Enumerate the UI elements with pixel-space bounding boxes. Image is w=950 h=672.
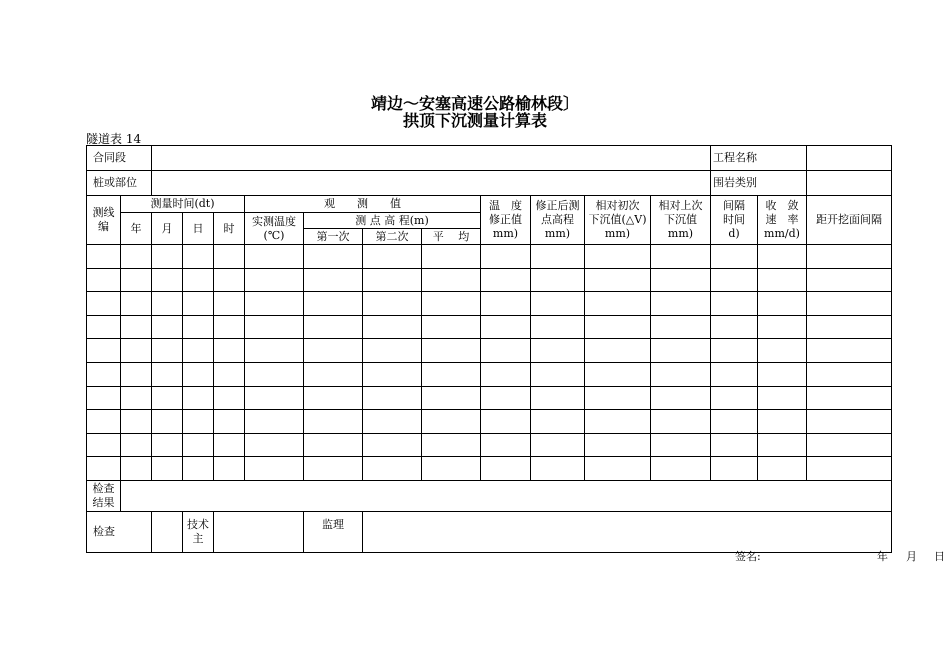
table-row xyxy=(87,245,892,269)
data-cell xyxy=(807,245,892,269)
rate-header-line: mm/d) xyxy=(764,227,800,240)
data-cell xyxy=(363,339,422,363)
interval-header-line: 时间 xyxy=(723,213,745,226)
data-cell xyxy=(304,362,363,386)
data-cell xyxy=(481,339,531,363)
data-cell xyxy=(585,268,651,292)
data-cell xyxy=(807,457,892,481)
data-cell xyxy=(711,433,758,457)
data-cell xyxy=(651,457,711,481)
data-cell xyxy=(651,386,711,410)
data-cell xyxy=(651,362,711,386)
temp-correction-header-line: 修正值 xyxy=(489,213,522,226)
data-cell xyxy=(807,410,892,434)
table-row xyxy=(87,292,892,316)
data-cell xyxy=(87,433,121,457)
data-cell xyxy=(245,292,304,316)
date-year-label: 年 xyxy=(877,549,888,563)
document-title-line1: 靖边～安塞高速公路榆林段〕 xyxy=(370,94,579,113)
data-cell xyxy=(531,386,585,410)
data-cell xyxy=(304,245,363,269)
date-month-label: 月 xyxy=(906,549,917,563)
table-row xyxy=(87,410,892,434)
data-cell xyxy=(585,339,651,363)
project-name-value xyxy=(807,146,892,171)
data-cell xyxy=(152,315,183,339)
signature-label: 签名: xyxy=(735,549,761,563)
data-cell xyxy=(304,315,363,339)
data-cell xyxy=(121,457,152,481)
data-cell xyxy=(183,410,214,434)
data-cell xyxy=(531,362,585,386)
interval-header-line: 间隔 xyxy=(723,199,745,212)
data-cell xyxy=(214,386,245,410)
project-name-label: 工程名称 xyxy=(711,146,807,171)
data-cell xyxy=(183,292,214,316)
data-cell xyxy=(87,386,121,410)
data-cell xyxy=(422,362,481,386)
first-header: 第一次 xyxy=(304,229,363,245)
data-cell xyxy=(304,268,363,292)
data-cell xyxy=(363,457,422,481)
data-cell xyxy=(363,245,422,269)
rate-header-line: 收 敛 xyxy=(765,199,799,212)
data-cell xyxy=(245,268,304,292)
data-cell xyxy=(214,292,245,316)
table-row xyxy=(87,268,892,292)
data-cell xyxy=(304,339,363,363)
data-cell xyxy=(214,245,245,269)
data-cell xyxy=(152,268,183,292)
data-cell xyxy=(481,315,531,339)
data-cell xyxy=(585,245,651,269)
data-cell xyxy=(422,457,481,481)
data-cell xyxy=(214,457,245,481)
temp-correction-header-line: mm) xyxy=(492,227,519,240)
date-day-label: 日 xyxy=(934,549,945,563)
data-cell xyxy=(651,433,711,457)
data-cell xyxy=(245,386,304,410)
data-cell xyxy=(245,315,304,339)
data-cell xyxy=(214,362,245,386)
data-cell xyxy=(214,339,245,363)
data-cell xyxy=(531,245,585,269)
data-cell xyxy=(481,457,531,481)
data-cell xyxy=(711,386,758,410)
data-cell xyxy=(121,410,152,434)
data-cell xyxy=(711,268,758,292)
second-header: 第二次 xyxy=(363,229,422,245)
data-cell xyxy=(807,433,892,457)
data-cell xyxy=(651,339,711,363)
temp-correction-header-line: 温 度 xyxy=(489,199,522,212)
tech-value xyxy=(214,511,304,552)
data-cell xyxy=(304,457,363,481)
data-cell xyxy=(531,457,585,481)
measurement-table xyxy=(86,145,945,563)
temp-correction-header xyxy=(481,196,531,245)
data-cell xyxy=(245,433,304,457)
check-result-label-line: 结果 xyxy=(92,495,115,509)
month-header: 月 xyxy=(152,213,183,245)
data-cell xyxy=(363,410,422,434)
contract-value xyxy=(152,146,711,171)
data-cell xyxy=(183,362,214,386)
data-cell xyxy=(183,245,214,269)
day-header: 日 xyxy=(183,213,214,245)
data-cell xyxy=(481,433,531,457)
data-cell xyxy=(152,433,183,457)
contract-label: 合同段 xyxy=(87,146,152,171)
data-cell xyxy=(807,339,892,363)
check-result-label xyxy=(87,480,121,511)
corrected-elevation-header xyxy=(531,196,585,245)
data-cell xyxy=(585,410,651,434)
corrected-elevation-header-line: mm) xyxy=(544,227,571,240)
data-cell xyxy=(245,410,304,434)
relative-last-header xyxy=(651,196,711,245)
corrected-elevation-header-line: 点高程 xyxy=(541,213,574,226)
data-cell xyxy=(87,410,121,434)
tech-label-line: 主 xyxy=(192,531,204,545)
data-cell xyxy=(304,410,363,434)
data-cell xyxy=(758,268,807,292)
data-cell xyxy=(531,268,585,292)
interval-header xyxy=(711,196,758,245)
check-result-label-line: 检查 xyxy=(92,481,115,495)
data-cell xyxy=(152,362,183,386)
tech-label-line: 技术 xyxy=(187,517,209,531)
data-cell xyxy=(585,315,651,339)
data-cell xyxy=(121,315,152,339)
data-cell xyxy=(758,292,807,316)
data-cell xyxy=(87,362,121,386)
supervisor-label: 监理 xyxy=(304,511,363,552)
data-cell xyxy=(121,386,152,410)
relative-first-header-line: 下沉值(△V) xyxy=(588,213,647,226)
data-cell xyxy=(422,386,481,410)
data-cell xyxy=(183,433,214,457)
data-cell xyxy=(152,292,183,316)
data-cell xyxy=(214,410,245,434)
data-cell xyxy=(711,292,758,316)
data-cell xyxy=(481,386,531,410)
data-cell xyxy=(758,433,807,457)
rate-header xyxy=(758,196,807,245)
data-cell xyxy=(245,339,304,363)
document-title-line2: 拱顶下沉测量计算表 xyxy=(402,111,547,130)
corrected-elevation-header-line: 修正后测 xyxy=(535,199,580,212)
data-cell xyxy=(245,245,304,269)
check-result-value xyxy=(121,480,892,511)
data-cell xyxy=(585,457,651,481)
data-cell xyxy=(651,268,711,292)
year-header: 年 xyxy=(121,213,152,245)
data-cell xyxy=(422,268,481,292)
data-cell xyxy=(363,386,422,410)
data-cell xyxy=(758,362,807,386)
data-cell xyxy=(758,457,807,481)
tech-label xyxy=(183,511,214,552)
relative-first-header-line: 相对初次 xyxy=(595,199,640,212)
data-cell xyxy=(183,339,214,363)
data-cell xyxy=(711,245,758,269)
data-cell xyxy=(711,410,758,434)
data-cell xyxy=(121,433,152,457)
data-cell xyxy=(651,315,711,339)
data-cell xyxy=(481,410,531,434)
data-cell xyxy=(807,315,892,339)
data-cell xyxy=(585,386,651,410)
data-cell xyxy=(585,362,651,386)
data-cell xyxy=(711,457,758,481)
average-header: 平 均 xyxy=(422,229,481,245)
data-cell xyxy=(363,433,422,457)
data-cell xyxy=(183,268,214,292)
data-cell xyxy=(121,292,152,316)
data-cell xyxy=(531,292,585,316)
data-cell xyxy=(481,292,531,316)
data-cell xyxy=(183,315,214,339)
data-cell xyxy=(422,245,481,269)
table-row xyxy=(87,433,892,457)
data-cell xyxy=(807,292,892,316)
form-number: 隧道表 14 xyxy=(86,132,142,146)
data-cell xyxy=(363,292,422,316)
data-cell xyxy=(363,268,422,292)
data-cell xyxy=(245,362,304,386)
data-cell xyxy=(304,386,363,410)
data-cell xyxy=(121,245,152,269)
check-label: 检查 xyxy=(87,511,152,552)
data-cell xyxy=(152,339,183,363)
data-cell xyxy=(422,410,481,434)
temperature-header xyxy=(245,213,304,245)
data-cell xyxy=(87,315,121,339)
data-cell xyxy=(152,410,183,434)
data-cell xyxy=(807,268,892,292)
data-cell xyxy=(481,268,531,292)
data-cell xyxy=(711,362,758,386)
data-cell xyxy=(87,292,121,316)
data-cell xyxy=(807,386,892,410)
relative-last-header-line: 下沉值 xyxy=(664,213,697,226)
data-cell xyxy=(481,245,531,269)
data-cell xyxy=(422,433,481,457)
data-cell xyxy=(531,433,585,457)
data-cell xyxy=(245,457,304,481)
data-cell xyxy=(214,315,245,339)
table-row xyxy=(87,386,892,410)
data-cell xyxy=(531,315,585,339)
data-cell xyxy=(585,433,651,457)
relative-last-header-line: mm) xyxy=(667,227,694,240)
data-cell xyxy=(651,410,711,434)
data-cell xyxy=(304,433,363,457)
data-cell xyxy=(121,362,152,386)
data-cell xyxy=(183,457,214,481)
distance-header: 距开挖面间隔 xyxy=(807,196,892,245)
data-cell xyxy=(422,315,481,339)
data-cell xyxy=(807,362,892,386)
temperature-header-line: 实测温度 xyxy=(252,214,296,228)
data-cell xyxy=(152,245,183,269)
data-cell xyxy=(87,339,121,363)
data-cell xyxy=(758,245,807,269)
station-value xyxy=(152,171,711,196)
data-cell xyxy=(363,315,422,339)
data-cell xyxy=(758,410,807,434)
data-cell xyxy=(214,268,245,292)
data-cell xyxy=(531,410,585,434)
data-cell xyxy=(152,457,183,481)
data-cell xyxy=(121,268,152,292)
supervisor-value xyxy=(363,511,945,563)
relative-last-header-line: 相对上次 xyxy=(658,199,703,212)
station-label: 桩或部位 xyxy=(87,171,152,196)
table-row xyxy=(87,457,892,481)
elevation-group-header: 测 点 高 程(m) xyxy=(304,213,481,229)
line-number-header-line: 测线 xyxy=(92,206,115,219)
data-cell xyxy=(214,433,245,457)
table-row xyxy=(87,339,892,363)
data-cell xyxy=(711,315,758,339)
data-cell xyxy=(87,457,121,481)
data-cell xyxy=(183,386,214,410)
observation-group-header: 观 测 值 xyxy=(245,196,481,213)
line-number-header xyxy=(87,196,121,245)
rock-class-label: 围岩类别 xyxy=(711,171,807,196)
rate-header-line: 速 率 xyxy=(765,213,799,226)
check-value xyxy=(152,511,183,552)
rock-class-value xyxy=(807,171,892,196)
relative-first-header-line: mm) xyxy=(604,227,631,240)
temperature-header-line: (℃) xyxy=(263,228,285,242)
interval-header-line: d) xyxy=(728,227,740,240)
data-cell xyxy=(531,339,585,363)
time-group-header: 测量时间(dt) xyxy=(121,196,245,213)
data-cell xyxy=(87,268,121,292)
hour-header: 时 xyxy=(214,213,245,245)
relative-first-header xyxy=(585,196,651,245)
data-cell xyxy=(422,339,481,363)
data-cell xyxy=(711,339,758,363)
data-cell xyxy=(363,362,422,386)
data-cell xyxy=(481,362,531,386)
table-row xyxy=(87,315,892,339)
data-cell xyxy=(304,292,363,316)
line-number-header-line: 编 xyxy=(98,220,109,233)
data-cell xyxy=(651,292,711,316)
data-cell xyxy=(87,245,121,269)
data-cell xyxy=(152,386,183,410)
data-cell xyxy=(422,292,481,316)
data-cell xyxy=(121,339,152,363)
data-cell xyxy=(585,292,651,316)
table-row xyxy=(87,362,892,386)
data-cell xyxy=(758,386,807,410)
data-cell xyxy=(651,245,711,269)
data-cell xyxy=(758,315,807,339)
data-cell xyxy=(758,339,807,363)
